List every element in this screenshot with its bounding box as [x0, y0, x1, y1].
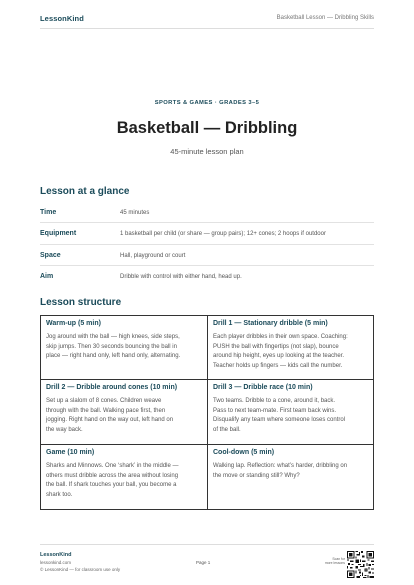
description-line: Sharks and Minnows. One ‘shark’ in the middle — — [46, 463, 179, 469]
activity-cell-drill-3 — [208, 380, 374, 444]
activity-description — [46, 462, 203, 501]
description-line: PUSH the ball with fingertips (not slap), bounce — [213, 343, 339, 350]
description-line: Each player dribbles in their own space. Coaching: — [213, 334, 348, 340]
description-line: skip jumps. Then 30 seconds bouncing the ball in — [46, 343, 177, 350]
header-divider — [40, 28, 374, 29]
description-line: Two teams. Dribble to a cone, around it, back. — [213, 398, 336, 404]
activity-title: Cool-down (5 min) — [213, 449, 275, 456]
glance-value: 1 basketball per child (or share — group pairs); 12+ cones; 2 hoops if outdoor — [120, 230, 326, 237]
page-number: Page 1 — [196, 560, 211, 565]
activity-cell-warm-up — [41, 316, 207, 379]
activity-cell-drill-1 — [208, 316, 374, 379]
glance-row-equipment — [40, 223, 374, 245]
glance-label: Aim — [40, 273, 54, 280]
description-line: place — right hand only, left hand only, alternating. — [46, 353, 181, 360]
qr-caption — [319, 557, 345, 565]
activity-cell-game — [41, 445, 207, 509]
activity-cell-cool-down — [208, 445, 374, 509]
qr-code-icon[interactable] — [347, 551, 374, 578]
footer-brand: LessonKind — [40, 552, 72, 558]
description-line: others must dribble across the area without losing — [46, 472, 179, 479]
activity-title: Game (10 min) — [46, 449, 95, 456]
brand-logo-text[interactable]: LessonKind — [40, 14, 84, 23]
activity-description — [213, 333, 370, 372]
glance-row-time — [40, 202, 374, 223]
footer-copyright: © LessonKind — for classroom use only — [40, 567, 121, 572]
activity-description — [213, 397, 370, 436]
activity-title: Drill 1 — Stationary dribble (5 min) — [213, 320, 328, 327]
activity-title: Drill 2 — Dribble around cones (10 min) — [46, 384, 178, 391]
glance-label: Equipment — [40, 230, 77, 237]
page-subtitle: 45-minute lesson plan — [170, 147, 244, 156]
description-line: shark too. — [46, 492, 73, 499]
footer-divider — [40, 544, 374, 545]
description-line: Jog around with the ball — high knees, side steps, — [46, 334, 180, 340]
activity-description — [46, 333, 203, 362]
description-line: through with the ball. Walking pace first, then — [46, 407, 166, 414]
glance-value: 45 minutes — [120, 209, 150, 216]
description-line: the way back. — [46, 427, 83, 434]
description-line: Walking lap. Reflection: what’s harder, dribbling on — [213, 463, 348, 469]
lesson-structure-grid — [40, 315, 374, 510]
footer-website-link[interactable]: lessonkind.com — [40, 560, 72, 565]
activity-cell-drill-2 — [41, 380, 207, 444]
activity-title: Drill 3 — Dribble race (10 min) — [213, 384, 313, 391]
description-line: Set up a slalom of 8 cones. Children weave — [46, 398, 162, 404]
subject-kicker: SPORTS & GAMES · GRADES 3–5 — [154, 100, 260, 106]
glance-value: Hall, playground or court — [120, 252, 186, 259]
structure-heading: Lesson structure — [40, 297, 122, 308]
activity-description — [46, 397, 203, 436]
description-line: of the ball. — [213, 427, 241, 434]
qr-caption-line: more lessons — [324, 561, 345, 566]
glance-label: Space — [40, 252, 61, 259]
document-header-title: Basketball Lesson — Dribbling Skills — [276, 15, 374, 21]
description-line: the move or standing still? Why? — [213, 472, 300, 479]
activity-title: Warm-up (5 min) — [46, 320, 101, 327]
activity-description — [213, 462, 370, 481]
glance-heading: Lesson at a glance — [40, 186, 130, 197]
glance-label: Time — [40, 209, 57, 216]
page-header — [0, 0, 414, 30]
description-line: around hip height, eyes up looking at the teacher. — [213, 353, 345, 360]
glance-table — [40, 202, 374, 286]
glance-row-space — [40, 245, 374, 266]
page-title: Basketball — Dribbling — [116, 119, 298, 137]
glance-value: Dribble with control with either hand, head up. — [120, 273, 242, 280]
description-line: Disqualify any team where someone loses control — [213, 417, 346, 424]
description-line: the ball. If shark touches your ball, you become a — [46, 482, 177, 489]
description-line: jogging. Right hand on the way out, left hand on — [46, 417, 174, 424]
glance-row-aim — [40, 266, 374, 286]
qr-caption-line: Scan for — [332, 557, 345, 561]
description-line: Pass to next team-mate. First team back wins. — [213, 407, 337, 414]
description-line: Teacher holds up fingers — kids call the number. — [213, 363, 343, 370]
